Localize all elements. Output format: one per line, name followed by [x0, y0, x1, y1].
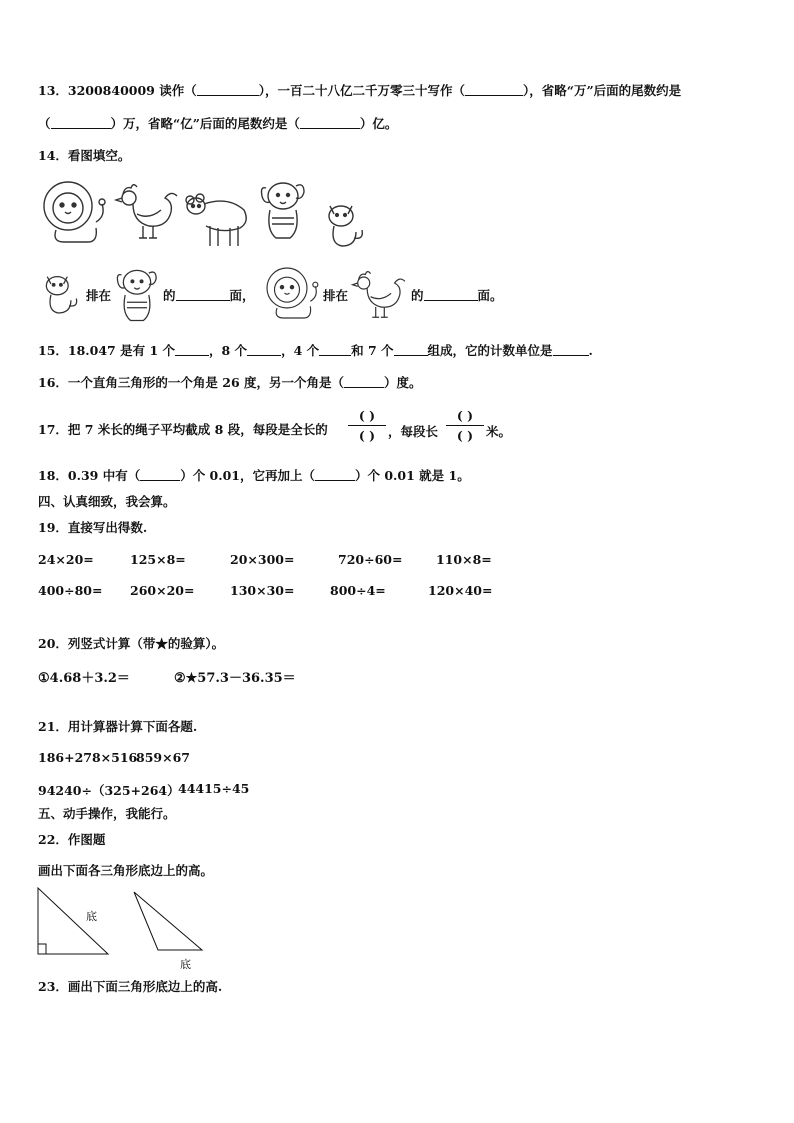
q15-line: 15．18.047 是有 1 个 ，8 个 ，4 个 和 7 个 组成，它的计数单位是 .: [38, 343, 593, 358]
q14-title: 14．看图填空。: [38, 148, 131, 163]
q19-item: 120×40=: [428, 583, 493, 598]
fraction-bar: [348, 425, 386, 426]
rooster-icon: [113, 180, 183, 244]
q21-item: 186+278×516: [38, 750, 138, 765]
q13-blank-3[interactable]: [51, 116, 111, 129]
q22-triangles: [34, 884, 214, 974]
fraction-bar: [446, 425, 484, 426]
q19-title: 19．直接写出得数.: [38, 520, 148, 535]
base-label: 底: [180, 958, 191, 971]
q20-title: 20．列竖式计算（带★的验算）。: [38, 636, 225, 651]
obtuse-triangle[interactable]: [134, 892, 202, 950]
q13-blank-1[interactable]: [197, 83, 259, 96]
q19-item: 20×300=: [230, 552, 295, 567]
q17-fraction-1[interactable]: ( ) ( ): [348, 408, 386, 443]
q14-fill-1: 的 面，: [163, 288, 255, 303]
q14-blank-1[interactable]: [176, 288, 230, 301]
q13-line2: （ ）万，省略“亿”后面的尾数约是（ ）亿。: [38, 116, 398, 131]
q19-item: 720÷60=: [338, 552, 403, 567]
q19-item: 260×20=: [130, 583, 195, 598]
right-triangle[interactable]: [38, 888, 108, 954]
q22-instruction: 画出下面各三角形底边上的高。: [38, 863, 214, 878]
puppy-icon: [258, 176, 308, 244]
q18-line: 18．0.39 中有（ ）个 0.01，它再加上（ ）个 0.01 就是 1。: [38, 468, 470, 483]
section-4-title: 四、认真细致，我会算。: [38, 494, 176, 509]
q19-item: 125×8=: [130, 552, 186, 567]
q19-item: 110×8=: [436, 552, 492, 567]
q23-title: 23．画出下面三角形底边上的高.: [38, 979, 223, 994]
cat-icon: [40, 268, 80, 318]
lion-icon: [38, 178, 110, 246]
q20-item-1: ①4.68＋3.2＝: [38, 671, 130, 686]
q22-title: 22．作图题: [38, 832, 106, 847]
q13-line1: 13．3200840009 读作（ ），一百二十八亿二千万零三十写作（ ），省略“万”后面的尾数约是: [38, 83, 682, 98]
q20-item-2: ②★57.3－36.35＝: [174, 671, 296, 686]
sheep-icon: [182, 188, 252, 250]
base-label: 底: [86, 910, 97, 923]
q17-text-a: 17．把 7 米长的绳子平均截成 8 段，每段是全长的: [38, 422, 328, 437]
q15-blank-2[interactable]: [247, 343, 281, 356]
q21-item: 859×67: [136, 750, 190, 765]
puppy-icon: [114, 264, 160, 326]
q15-blank-3[interactable]: [319, 343, 351, 356]
cat-icon: [322, 198, 366, 250]
q15-blank-1[interactable]: [175, 343, 209, 356]
q19-item: 130×30=: [230, 583, 295, 598]
q14-blank-2[interactable]: [424, 288, 478, 301]
q15-blank-4[interactable]: [394, 343, 428, 356]
q19-item: 24×20=: [38, 552, 94, 567]
section-5-title: 五、动手操作，我能行。: [38, 806, 176, 821]
q18-blank-1[interactable]: [140, 468, 180, 481]
q19-item: 400÷80=: [38, 583, 103, 598]
q21-item: 94240÷（325+264）: [38, 783, 180, 798]
q13-blank-2[interactable]: [465, 83, 523, 96]
q19-item: 800÷4=: [330, 583, 386, 598]
lion-icon: [262, 262, 322, 324]
q21-item: 44415÷45: [178, 781, 250, 796]
q13-blank-4[interactable]: [300, 116, 360, 129]
q14-fill-2: 的 面。: [411, 288, 503, 303]
rooster-icon: [350, 266, 410, 324]
right-angle-mark: [38, 944, 46, 954]
q18-blank-2[interactable]: [315, 468, 355, 481]
q17-fraction-2[interactable]: ( ) ( ): [446, 408, 484, 443]
q15-blank-5[interactable]: [553, 343, 589, 356]
q21-title: 21．用计算器计算下面各题.: [38, 719, 198, 734]
q16-blank[interactable]: [344, 375, 384, 388]
q16-line: 16．一个直角三角形的一个角是 26 度，另一个角是（ ）度。: [38, 375, 422, 390]
